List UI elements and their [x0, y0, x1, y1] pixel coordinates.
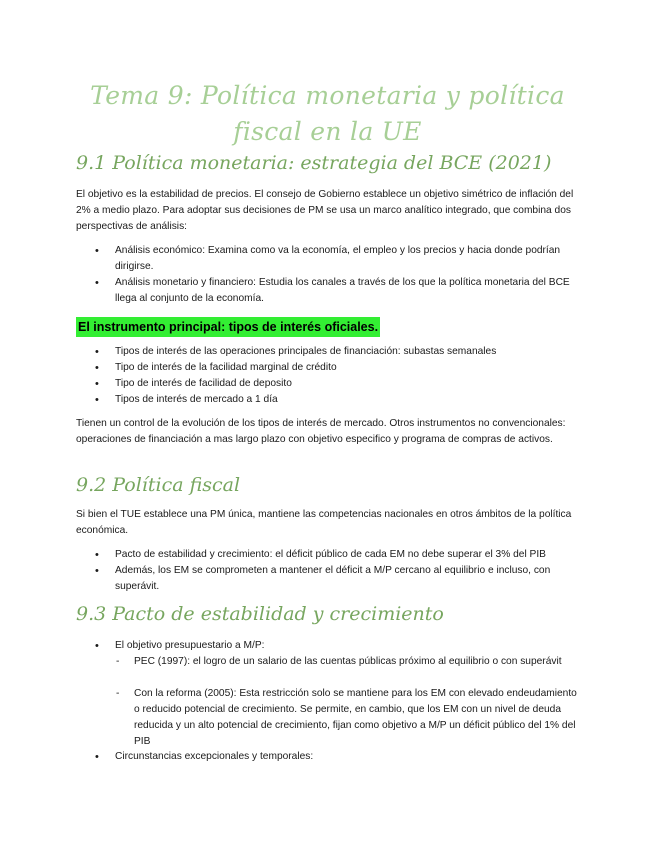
bullet-objetivo-presupuestario: • El objetivo presupuestario a M/P:: [115, 638, 585, 654]
bullet-rate-mercado: • Tipos de interés de mercado a 1 día: [115, 392, 585, 408]
bullet-rate-facilidad-deposito: • Tipo de interés de facilidad de deposito: [115, 376, 585, 392]
bullet-circunstancias: • Circunstancias excepcionales y temporales:: [115, 749, 585, 765]
subitem-reforma-2005: - Con la reforma (2005): Esta restricción solo se mantiene para los EM con elevado endeudamiento o reducido potencial de crecimiento. Se permite, en cambio, que los EM con un nivel de deuda reducida y un alto potencial de crecimiento, fijan como objetivo a M/P un déficit público del 1% del PIB: [134, 686, 584, 750]
bullet-compromiso-em: • Además, los EM se comprometen a mantener el déficit a M/P cercano al equilibrio e incluso, con superávit.: [115, 563, 585, 595]
document-title: Tema 9: Política monetaria y política fiscal en la UE: [90, 81, 565, 146]
subitem-pec-1997: - PEC (1997): el logro de un salario de las cuentas públicas próximo al equilibrio o con superávit: [134, 654, 584, 670]
bullet-analisis-economico: • Análisis económico: Examina como va la economía, el empleo y los precios y hacia donde podrían dirigirse.: [115, 243, 585, 275]
highlighted-heading-instrumento: El instrumento principal: tipos de interés oficiales.: [76, 317, 380, 337]
section-9-2-intro: Si bien el TUE establece una PM única, mantiene las competencias nacionales en otros ámbitos de la política económica.: [76, 509, 572, 536]
section-9-1-intro: El objetivo es la estabilidad de precios. El consejo de Gobierno establece un objetivo simétrico de inflación del 2% a medio plazo. Para adoptar sus decisiones de PM se usa un marco analítico integrado, que combina dos perspectivas de análisis:: [76, 189, 574, 232]
bullet-analisis-monetario: • Análisis monetario y financiero: Estudia los canales a través de los que la política monetaria del BCE llega al conjunto de la economía.: [115, 275, 585, 307]
section-heading-9-3: 9.3 Pacto de estabilidad y crecimiento: [76, 603, 444, 625]
section-heading-9-1: 9.1 Política monetaria: estrategia del BCE (2021): [76, 152, 552, 174]
section-9-1-outro: Tienen un control de la evolución de los tipos de interés de mercado. Otros instrumentos no convencionales: operaciones de financiación a mas largo plazo con objetivo especifico y programa de compras de activos.: [76, 418, 566, 445]
bullet-rate-operaciones: • Tipos de interés de las operaciones principales de financiación: subastas semanales: [115, 344, 585, 360]
bullet-pacto-estabilidad: • Pacto de estabilidad y crecimiento: el déficit público de cada EM no debe superar el 3% del PIB: [115, 547, 585, 563]
bullet-rate-facilidad-credito: • Tipo de interés de la facilidad marginal de crédito: [115, 360, 585, 376]
section-heading-9-2: 9.2 Política fiscal: [76, 474, 241, 496]
